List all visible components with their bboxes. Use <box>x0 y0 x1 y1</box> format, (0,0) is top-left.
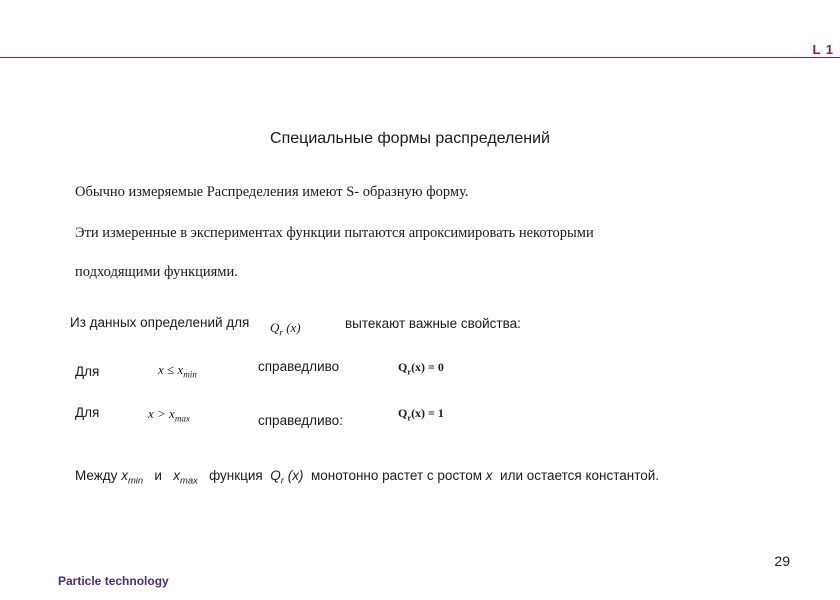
row-1-condition: $x \le x_{min}$ <box>158 362 197 380</box>
properties-intro-end: вытекают важные свойства: <box>345 316 521 331</box>
slide-label: L 1 <box>812 42 834 57</box>
paragraph-3: подходящими функциями. <box>75 264 238 280</box>
row-1-verdict: справедливо <box>258 359 340 374</box>
paragraph-1: Обычно измеряемые Распределения имеют S- образную форму. <box>75 184 469 200</box>
row-2-verdict: справедливо: <box>258 413 343 428</box>
page-number: 29 <box>774 553 790 569</box>
slide-title: Специальные формы распределений <box>270 130 550 147</box>
properties-intro: Из данных определений для <box>70 315 250 330</box>
summary-line: Между $x_{min}$ и $x_{max}$ функция $Q_r$ (x) монотонно растет с ростом x или остается константой. <box>75 468 660 487</box>
paragraph-2: Эти измеренные в экспериментах функции пытаются апроксимировать некоторыми <box>75 225 594 241</box>
intro-formula: $Q_r$ (x) <box>270 320 301 338</box>
row-2-lead: Для <box>75 405 100 420</box>
row-2-condition: $x > x_{max}$ <box>148 406 190 424</box>
row-1-result: $Q_r(x) = 0$ <box>398 360 444 377</box>
row-1-lead: Для <box>75 364 100 379</box>
row-2-result: $Q_r(x) = 1$ <box>398 406 444 423</box>
header-divider <box>0 57 840 58</box>
brand-logo-text: Particle technology <box>58 574 169 588</box>
